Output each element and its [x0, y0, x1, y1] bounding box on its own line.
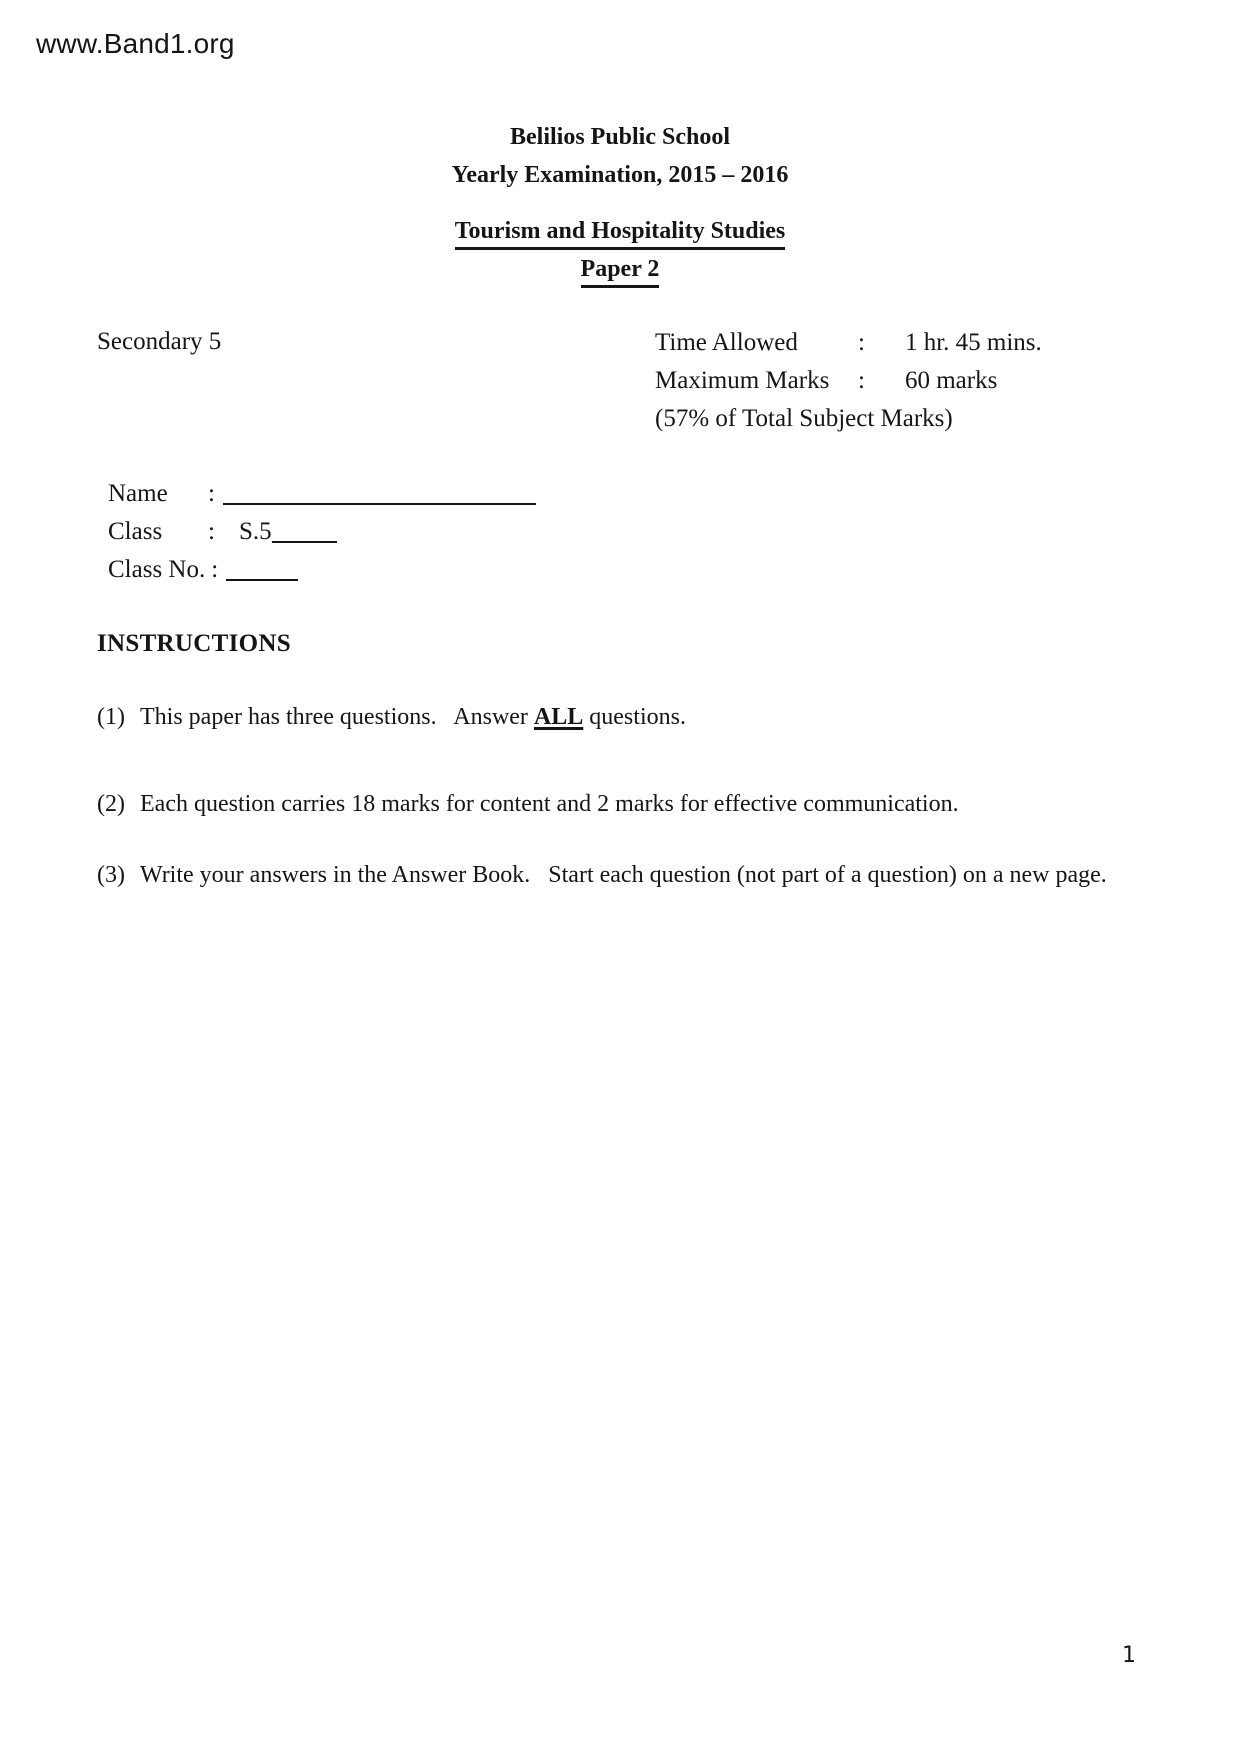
maximum-marks-row — [655, 362, 1042, 400]
instruction-item-3 — [97, 858, 1150, 893]
instruction-3-text: Write your answers in the Answer Book. Start each question (not part of a question) on a new page. — [140, 862, 1107, 888]
site-watermark: www.Band1.org — [36, 28, 235, 59]
maximum-marks-colon: : — [858, 367, 865, 394]
class-label: Class — [108, 518, 163, 545]
student-info-block — [108, 475, 536, 589]
paper-number: Paper 2 — [581, 254, 660, 288]
name-blank-line — [223, 503, 536, 505]
instruction-item-1 — [97, 700, 1150, 735]
instruction-1-number: (1) — [97, 704, 125, 730]
instruction-2-text: Each question carries 18 marks for content and 2 marks for effective communication. — [140, 791, 959, 817]
time-allowed-label: Time Allowed — [655, 329, 798, 356]
time-allowed-value: 1 hr. 45 mins. — [904, 329, 1042, 356]
school-name: Belilios Public School — [509, 124, 731, 150]
subject-title-line — [0, 212, 1240, 250]
instruction-3-number: (3) — [97, 862, 125, 888]
exam-session: Yearly Examination, 2015 – 2016 — [451, 162, 789, 188]
instruction-1-text-after: questions. — [583, 704, 686, 730]
class-no-blank-line — [226, 579, 298, 581]
instructions-heading: INSTRUCTIONS — [97, 630, 291, 657]
paper-title-line — [0, 250, 1240, 288]
maximum-marks-value: 60 marks — [904, 367, 998, 394]
instruction-1-text-before: This paper has three questions. Answer — [140, 704, 534, 730]
form-level: Secondary 5 — [97, 328, 222, 355]
name-colon: : — [208, 480, 215, 507]
instruction-1-emphasis: ALL — [533, 704, 584, 730]
instruction-2-number: (2) — [97, 791, 125, 817]
class-no-label: Class No. — [108, 556, 206, 583]
exam-info-block — [655, 324, 1042, 438]
page-number: 1 — [1122, 1643, 1136, 1668]
class-value: S.5 — [238, 518, 272, 545]
class-colon: : — [208, 518, 215, 545]
class-no-row — [108, 551, 536, 589]
class-row — [108, 513, 536, 551]
subject-title: Tourism and Hospitality Studies — [455, 216, 786, 250]
instruction-1-text — [140, 700, 1150, 735]
name-row — [108, 475, 536, 513]
marks-percentage-note: (57% of Total Subject Marks) — [655, 405, 953, 432]
class-no-colon: : — [211, 556, 219, 583]
instruction-item-2 — [97, 787, 1150, 822]
name-label: Name — [108, 480, 168, 507]
time-allowed-colon: : — [858, 329, 865, 356]
maximum-marks-label: Maximum Marks — [655, 367, 830, 394]
time-allowed-row — [655, 324, 1042, 362]
title-block — [0, 118, 1240, 288]
class-blank-line — [272, 541, 337, 543]
